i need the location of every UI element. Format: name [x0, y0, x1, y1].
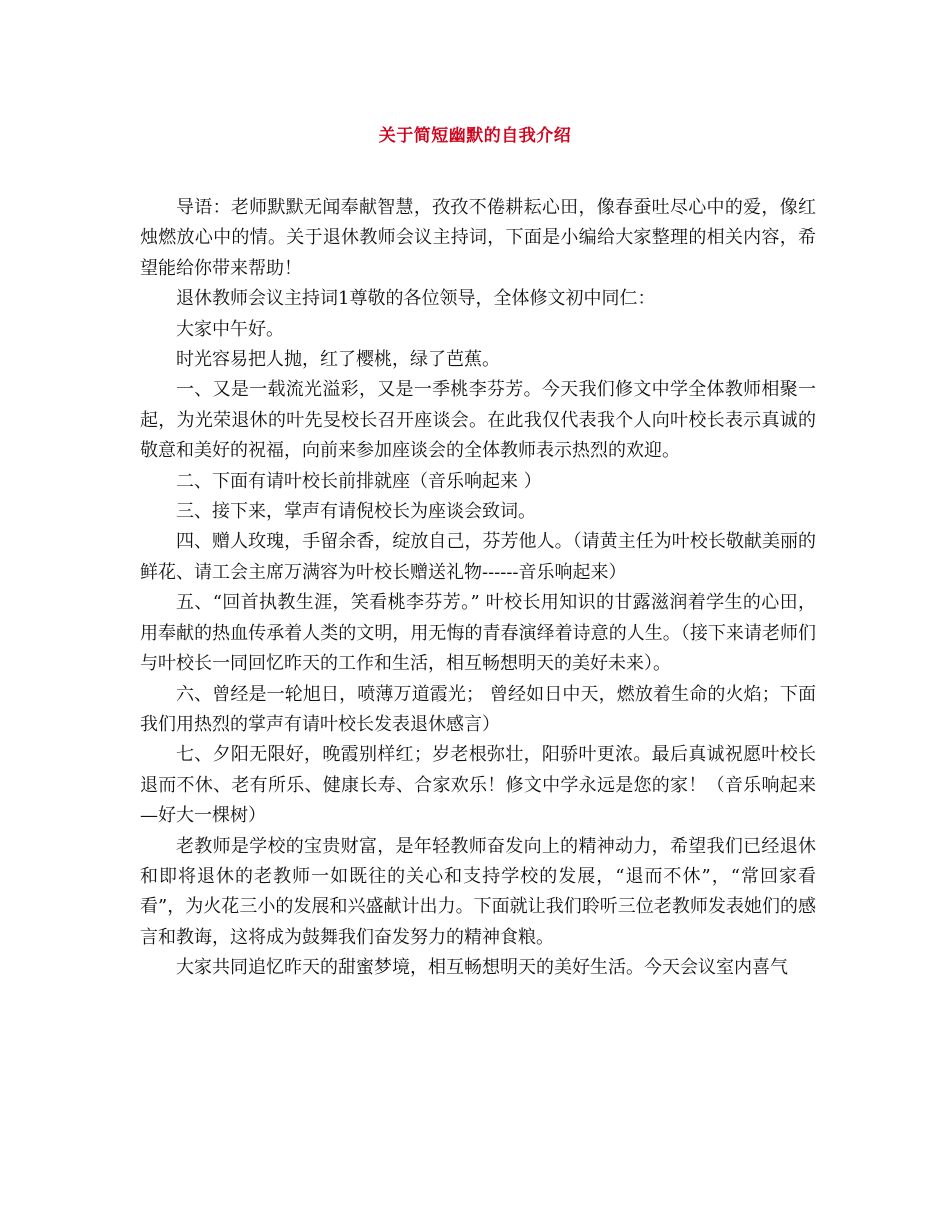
paragraph-item-7: 七、夕阳无限好，晚霞别样红；岁老根弥壮，阳骄叶更浓。最后真诚祝愿叶校长退而不休、老有所乐、健康长寿、合家欢乐！修文中学永远是您的家！（音乐响起来—好大一棵树） [140, 744, 816, 827]
paragraph-item-2: 二、下面有请叶校长前排就座（音乐响起来 ） [176, 470, 542, 492]
paragraph-item-4: 四、赠人玫瑰，手留余香，绽放自己，芬芳他人。（请黄主任为叶校长敬献美丽的鲜花、请工会主席万满容为叶校长赠送礼物------音乐响起来） [140, 531, 816, 583]
paragraph-greeting-heading: 退休教师会议主持词1尊敬的各位领导，全体修文初中同仁： [176, 288, 656, 310]
paragraph-item-6: 六、曾经是一轮旭日，喷薄万道霞光； 曾经如日中天，燃放着生命的火焰；下面我们用热烈的掌声有请叶校长发表退休感言） [140, 683, 816, 735]
paragraph-item-3: 三、接下来，掌声有请倪校长为座谈会致词。 [176, 501, 536, 523]
document-title: 关于简短幽默的自我介绍 [378, 126, 572, 146]
paragraph-old-teachers: 老教师是学校的宝贵财富，是年轻教师奋发向上的精神动力，希望我们已经退休和即将退休的老教师一如既往的关心和支持学校的发展，“退而不休”，“常回家看看”，为火花三小的发展和兴盛献计出力。下面就让我们聆听三位老教师发表她们的感言和教诲，这将成为鼓舞我们奋发努力的精神食粮。 [140, 835, 816, 948]
paragraph-poem-line: 时光容易把人抛，红了樱桃，绿了芭蕉。 [176, 349, 500, 371]
document-body [140, 193, 816, 984]
paragraph-item-1: 一、又是一载流光溢彩，又是一季桃李芬芳。今天我们修文中学全体教师相聚一起，为光荣退休的叶先旻校长召开座谈会。在此我仅代表我个人向叶校长表示真诚的敬意和美好的祝福，向前来参加座谈会的全体教师表示热烈的欢迎。 [140, 379, 816, 462]
paragraph-item-5: 五、“回首执教生涯，笑看桃李芬芳。” 叶校长用知识的甘露滋润着学生的心田，用奉献的热血传承着人类的文明，用无悔的青春演绎着诗意的人生。（接下来请老师们与叶校长一同回忆昨天的工作和生活，相互畅想明天的美好未来）。 [140, 592, 816, 675]
paragraph-closing-partial: 大家共同追忆昨天的甜蜜梦境，相互畅想明天的美好生活。今天会议室内喜气 [176, 957, 788, 979]
paragraph-good-noon: 大家中午好。 [176, 318, 284, 340]
paragraph-intro: 导语：老师默默无闻奉献智慧，孜孜不倦耕耘心田，像春蚕吐尽心中的爱，像红烛燃放心中的情。关于退休教师会议主持词，下面是小编给大家整理的相关内容，希望能给你带来帮助！ [140, 197, 816, 279]
